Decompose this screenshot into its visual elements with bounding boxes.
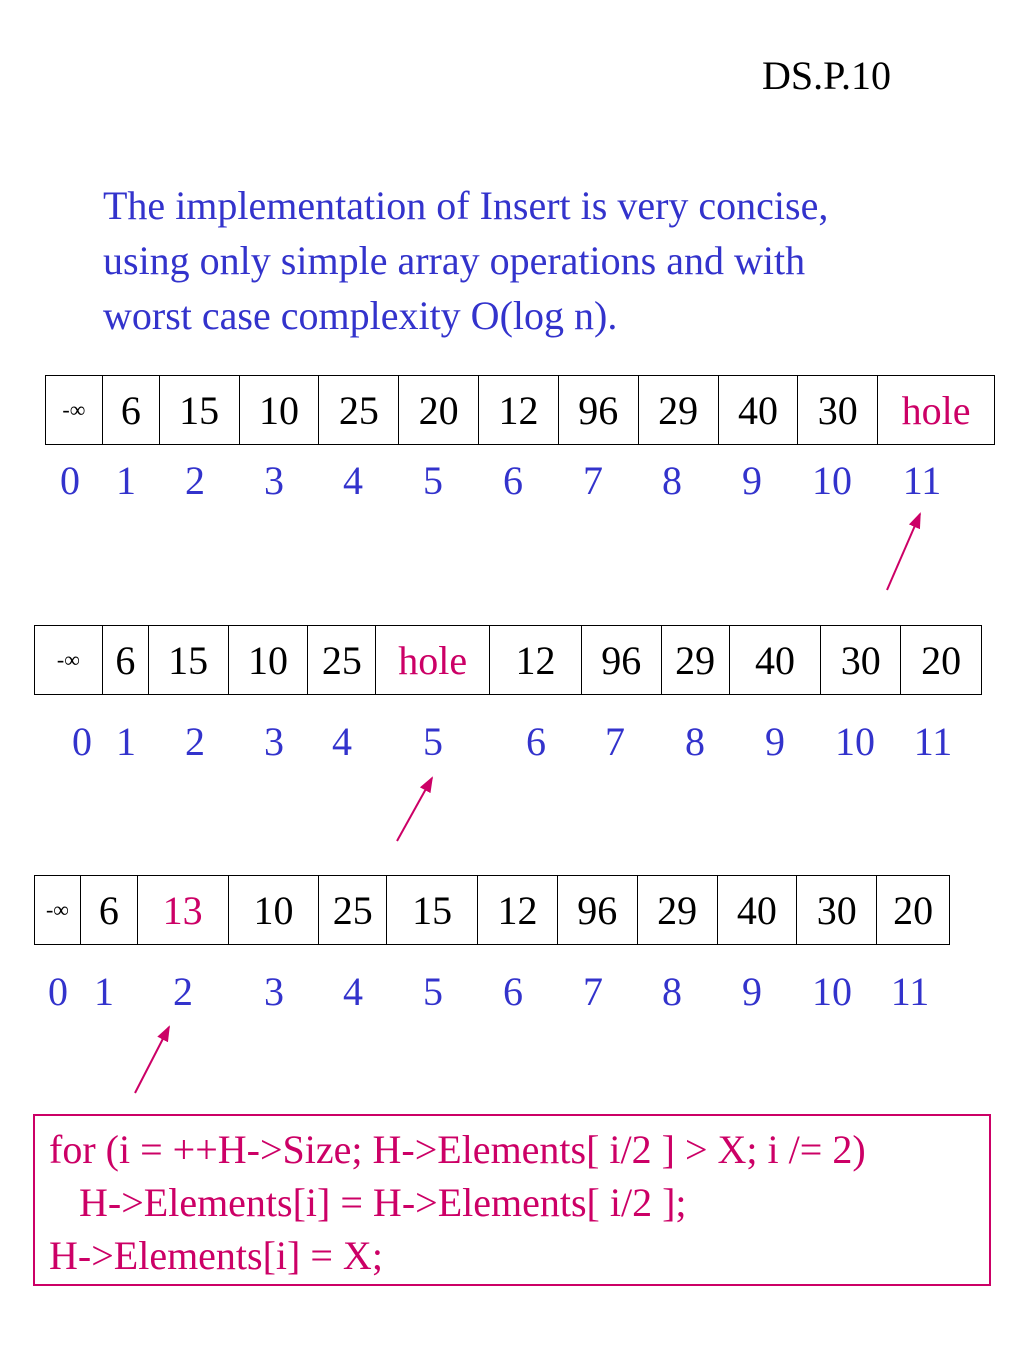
array-cell: 10 [229,876,320,944]
array-index-label: 0 [60,458,80,503]
array-cell: 20 [893,887,934,933]
array-index-label: 5 [423,719,443,764]
array-cell: 6 [103,376,160,444]
array-cell: 40 [730,626,822,694]
heap-indices-step-2 [0,717,1024,767]
intro-line: worst case complexity O(log n). [103,293,618,338]
array-index-label: 6 [503,969,523,1014]
array-index-label: 2 [185,458,205,503]
array-index-label: 7 [605,719,625,764]
array-index-label: 8 [685,719,705,764]
array-cell: 15 [160,376,240,444]
array-cell: 12 [479,376,559,444]
array-index-label: 7 [583,458,603,503]
code-box [33,1114,991,1286]
highlighted-cell: 13 [138,876,229,944]
sentinel-cell: -∞ [35,876,81,944]
array-cell: 30 [797,876,877,944]
intro-line: The implementation of Insert is very concise, [103,183,829,228]
array-index-label: 3 [264,719,284,764]
heap-array-step-1 [45,375,995,445]
array-index-label: 11 [890,969,930,1014]
array-index-label: 10 [835,719,875,764]
array-cell: 96 [559,376,639,444]
code-line: H->Elements[i] = X; [49,1233,383,1278]
sentinel-cell: -∞ [46,376,103,444]
array-index-label: 0 [72,719,92,764]
array-index-label: 5 [423,969,443,1014]
array-cell: 96 [558,876,638,944]
array-index-label: 11 [913,719,953,764]
array-index-label: 8 [662,969,682,1014]
array-index-label: 10 [812,458,852,503]
array-index-label: 10 [812,969,852,1014]
code-line: for (i = ++H->Size; H->Elements[ i/2 ] > X; i /= 2) [49,1127,866,1172]
array-index-label: 3 [264,458,284,503]
array-index-label: 7 [583,969,603,1014]
arrow-to-index-2 [135,1027,169,1093]
array-index-label: 6 [503,458,523,503]
heap-indices-step-1 [0,456,1024,506]
array-cell: 29 [662,626,730,694]
array-cell: 12 [478,876,558,944]
array-cell: 20 [399,376,479,444]
array-cell: 6 [81,876,138,944]
array-index-label: 4 [332,719,352,764]
array-cell: 10 [229,626,309,694]
array-cell: 15 [387,876,478,944]
arrow-to-index-11 [887,514,920,590]
intro-line: using only simple array operations and with [103,238,806,283]
array-index-label: 4 [343,458,363,503]
array-cell: 15 [149,626,229,694]
array-cell: 29 [638,876,718,944]
heap-array-step-2 [34,625,982,695]
heap-array-step-3 [34,875,950,945]
highlighted-cell: hole [901,387,971,433]
array-cell: 10 [240,376,320,444]
array-cell: 30 [821,626,901,694]
array-cell: 29 [639,376,719,444]
sentinel-cell: -∞ [35,626,103,694]
array-index-label: 2 [173,969,193,1014]
array-cell: 6 [103,626,149,694]
array-index-label: 4 [343,969,363,1014]
array-index-label: 1 [116,719,136,764]
array-index-label: 2 [185,719,205,764]
array-index-label: 5 [423,458,443,503]
array-cell: 25 [308,626,376,694]
array-cell: 20 [921,637,962,683]
code-line: H->Elements[i] = H->Elements[ i/2 ]; [49,1180,687,1225]
array-cell: 40 [718,876,798,944]
array-cell: 30 [798,376,878,444]
array-cell: 40 [719,376,799,444]
array-index-label: 9 [765,719,785,764]
intro-text [103,178,983,343]
array-index-label: 3 [264,969,284,1014]
array-index-label: 9 [742,969,762,1014]
array-index-label: 0 [48,969,68,1014]
array-cell: 25 [319,376,399,444]
heap-indices-step-3 [0,967,1024,1017]
highlighted-cell: hole [376,626,490,694]
array-index-label: 8 [662,458,682,503]
array-index-label: 9 [742,458,762,503]
array-cell: 96 [582,626,662,694]
array-cell: 25 [319,876,387,944]
array-index-label: 1 [94,969,114,1014]
arrow-to-index-5 [397,778,432,841]
array-cell: 12 [490,626,582,694]
array-index-label: 6 [526,719,546,764]
array-index-label: 11 [902,458,942,503]
slide-id: DS.P.10 [762,53,891,98]
array-index-label: 1 [116,458,136,503]
